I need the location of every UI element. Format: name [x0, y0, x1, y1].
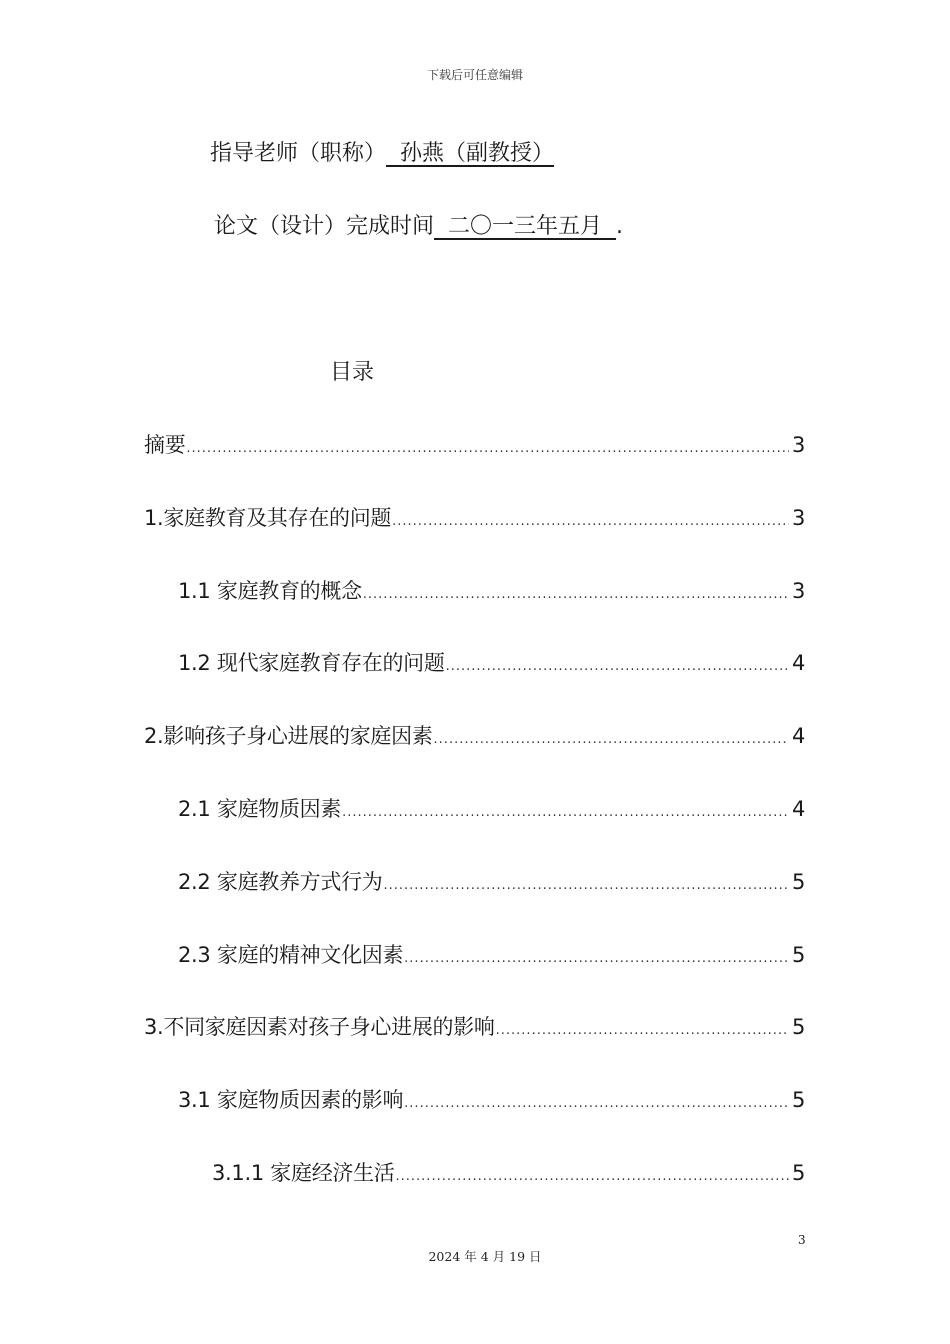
toc-leader-dots: [404, 951, 789, 966]
advisor-label: 指导老师（职称）: [210, 141, 387, 166]
toc-entry-section-3-1[interactable]: [0, 1084, 805, 1114]
toc-leader-dots: [342, 805, 789, 820]
toc-page-number: 3: [791, 506, 805, 530]
page-header: 下载后可任意编辑: [426, 68, 523, 82]
toc-leader-dots: [383, 878, 788, 893]
page-number: 3: [798, 1233, 806, 1247]
completion-date-label: 论文（设计）完成时间: [214, 214, 435, 239]
toc-entry-text: 1.1 家庭教育的概念: [178, 579, 362, 603]
toc-entry-text: 1.家庭教育及其存在的问题: [144, 506, 392, 530]
toc-entry-text: 2.1 家庭物质因素: [178, 797, 342, 821]
toc-entry-section-3-1-1[interactable]: [0, 1157, 805, 1187]
toc-leader-dots: [392, 514, 789, 529]
toc-page-number: 5: [791, 870, 805, 894]
toc-entry-text: 3.不同家庭因素对孩子身心进展的影响: [144, 1015, 495, 1039]
toc-entry-section-2-3[interactable]: [0, 939, 805, 969]
completion-date-tail: .: [616, 214, 624, 239]
toc-leader-dots: [496, 1023, 789, 1038]
toc-leader-dots: [363, 587, 789, 602]
toc-entry-text: 2.2 家庭教养方式行为: [178, 870, 383, 894]
completion-date-line: [214, 209, 623, 240]
toc-leader-dots: [434, 732, 789, 747]
toc-leader-dots: [446, 659, 789, 674]
toc-entry-text: 摘要: [144, 433, 186, 457]
completion-date-value: 二〇一三年五月: [448, 214, 603, 239]
toc-entry-text: 3.1 家庭物质因素的影响: [178, 1088, 404, 1112]
toc-entry-section-3[interactable]: [0, 1011, 805, 1041]
toc-page-number: 5: [791, 943, 805, 967]
toc-leader-dots: [404, 1096, 789, 1111]
toc-page-number: 4: [791, 797, 805, 821]
toc-entry-text: 1.2 现代家庭教育存在的问题: [178, 651, 445, 675]
toc-page-number: 5: [791, 1088, 805, 1112]
toc-entry-abstract[interactable]: [0, 429, 805, 459]
toc-entry-section-2[interactable]: [0, 720, 805, 750]
toc-leader-dots: [186, 441, 789, 456]
footer-date: 2024 年 4 月 19 日: [428, 1249, 542, 1264]
toc-page-number: 3: [791, 579, 805, 603]
toc-entry-section-1-1[interactable]: [0, 575, 805, 605]
toc-page-number: 5: [791, 1161, 805, 1185]
toc-entry-section-2-2[interactable]: [0, 866, 805, 896]
toc-page-number: 4: [791, 651, 805, 675]
toc-entry-text: 3.1.1 家庭经济生活: [212, 1161, 395, 1185]
toc-title: 目录: [330, 360, 375, 385]
toc-leader-dots: [396, 1169, 789, 1184]
toc-entry-text: 2.3 家庭的精神文化因素: [178, 943, 404, 967]
toc-entry-section-2-1[interactable]: [0, 793, 805, 823]
toc-entry-section-1[interactable]: [0, 502, 805, 532]
advisor-value: 孙燕（副教授）: [400, 141, 555, 166]
toc-page-number: 4: [791, 724, 805, 748]
toc-page-number: 5: [791, 1015, 805, 1039]
toc-entry-section-1-2[interactable]: [0, 647, 805, 677]
toc-entry-text: 2.影响孩子身心进展的家庭因素: [144, 724, 433, 748]
toc-page-number: 3: [791, 433, 805, 457]
advisor-line: [210, 136, 554, 167]
